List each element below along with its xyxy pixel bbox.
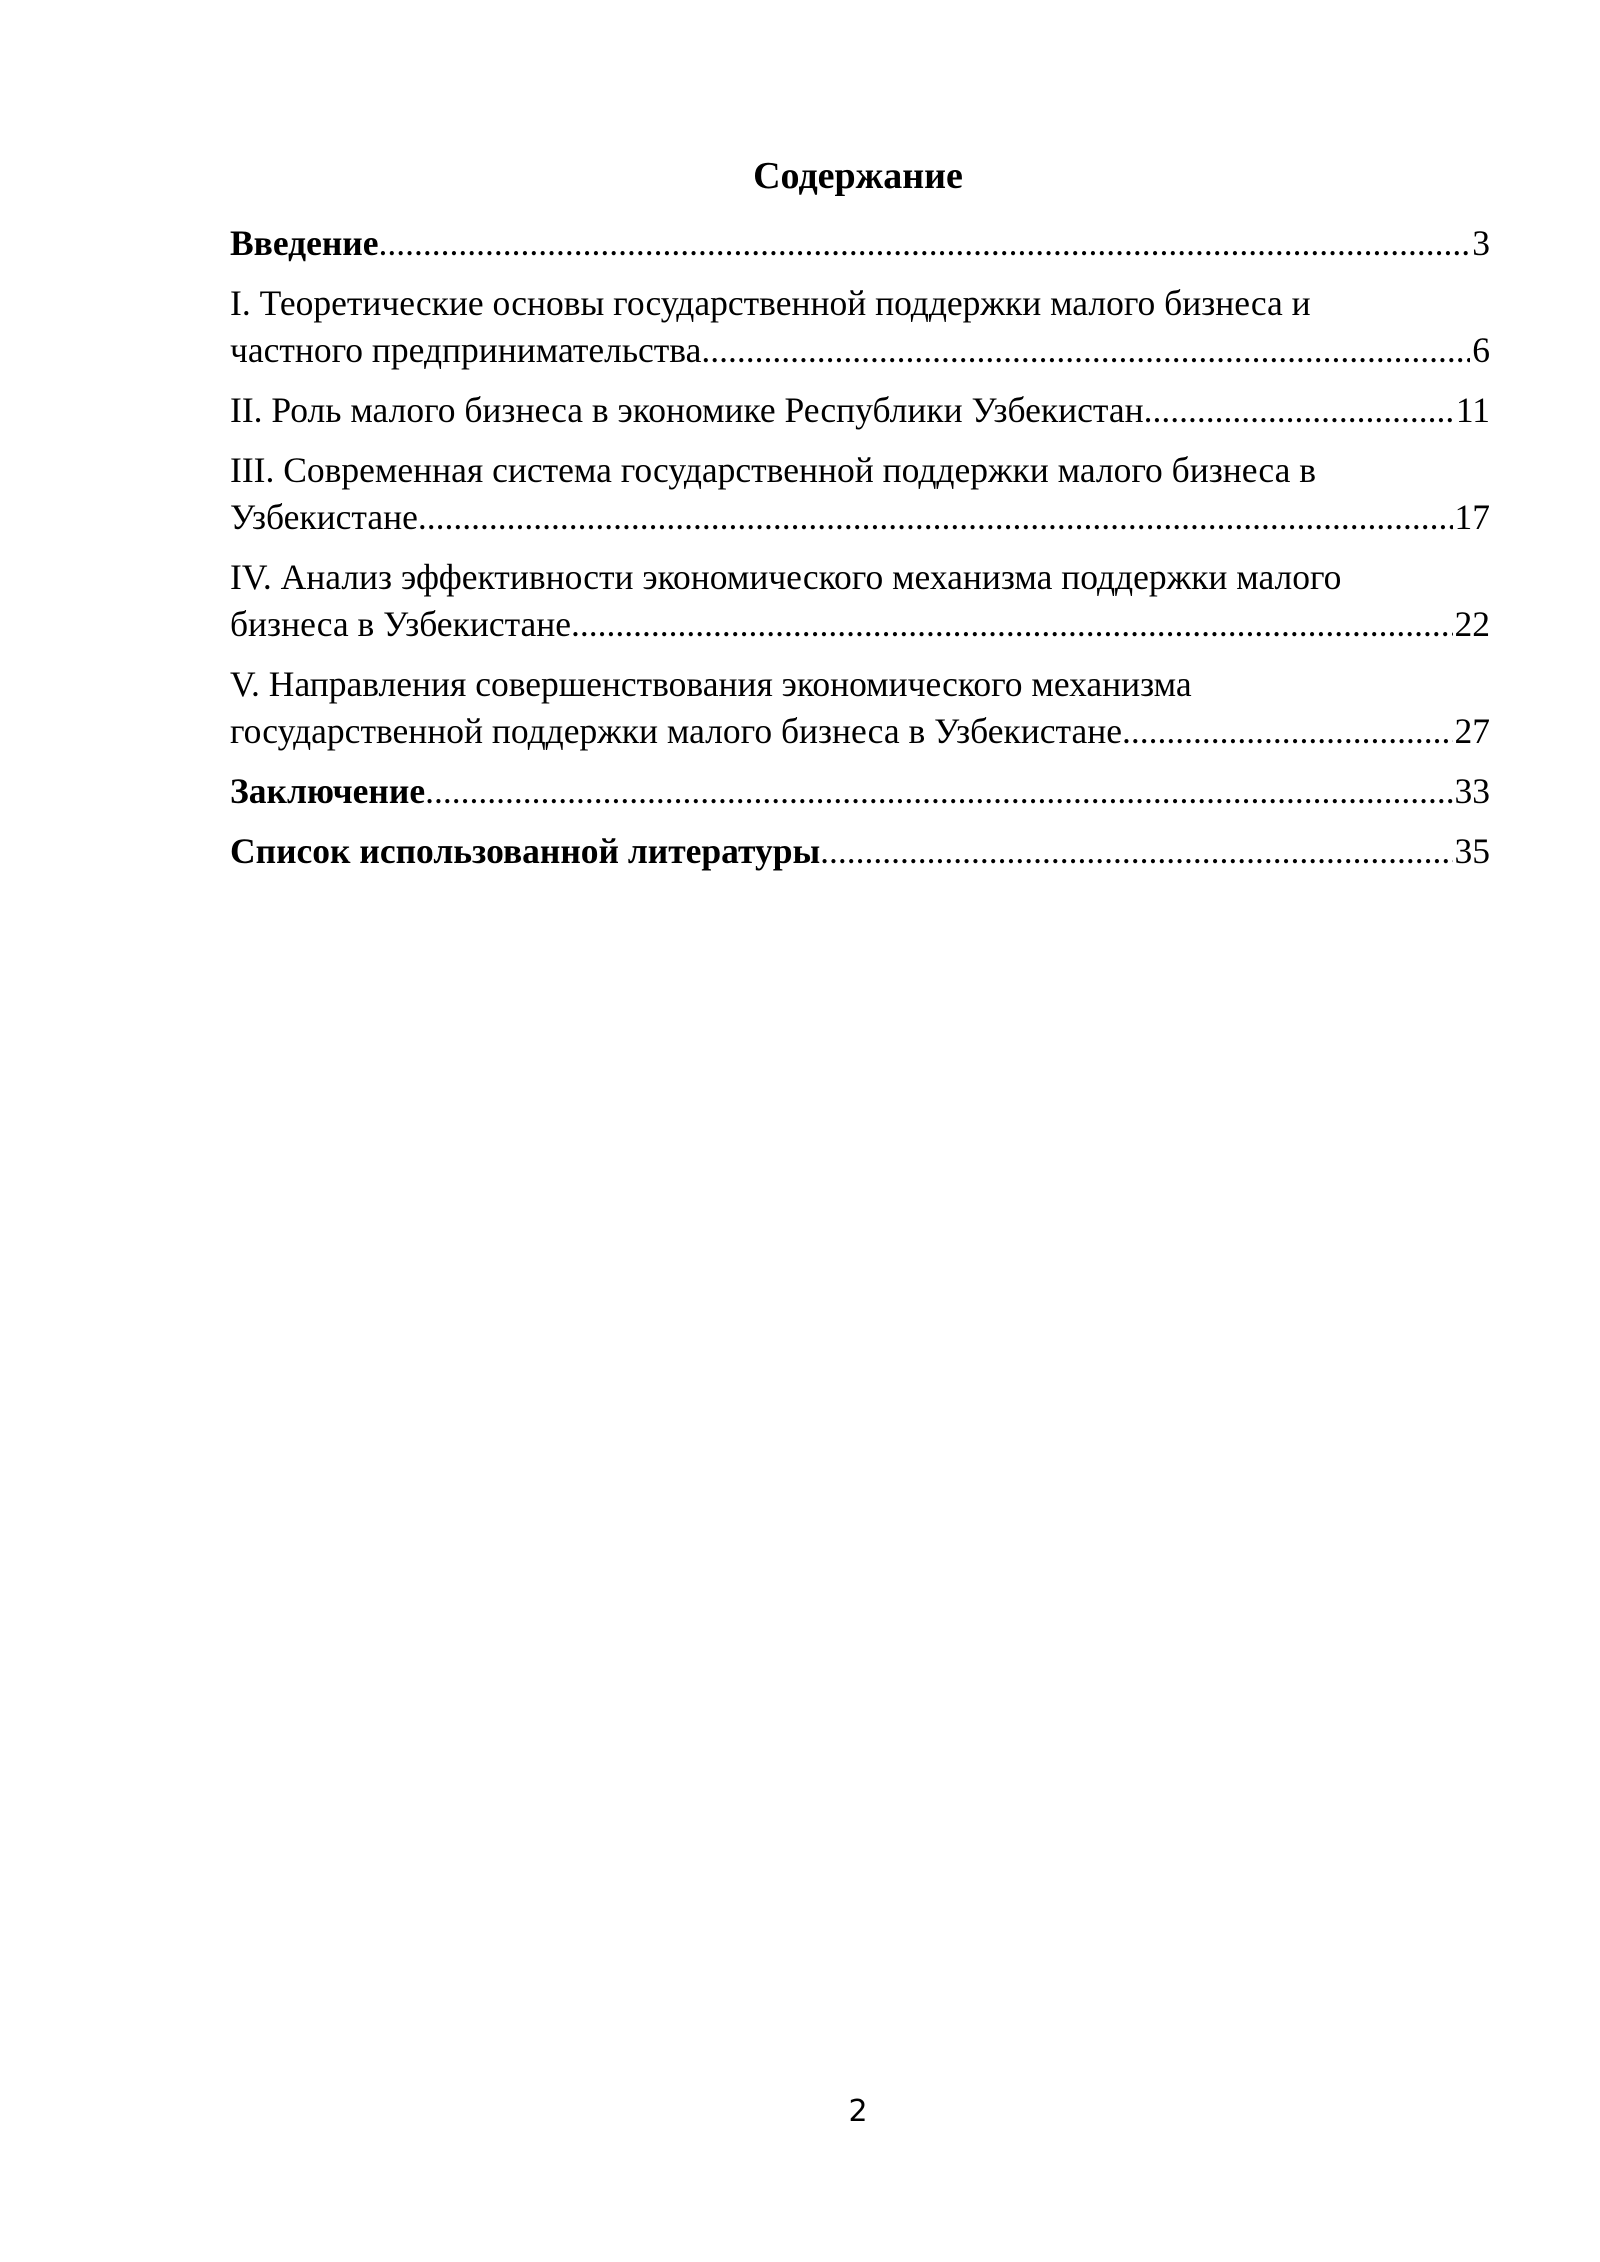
table-of-contents — [230, 220, 1490, 888]
toc-entry-label: бизнеса в Узбекистане — [230, 604, 572, 644]
dot-leader — [425, 768, 1452, 815]
toc-entry-line — [230, 708, 1490, 755]
toc-entry-label: Заключение — [230, 771, 426, 811]
toc-entry-line — [230, 327, 1490, 374]
dot-leader — [418, 494, 1453, 541]
toc-entry-first-line: V. Направления совершенствования экономического механизма — [230, 664, 1192, 704]
toc-entry-label: Введение — [230, 223, 379, 263]
toc-entry-line — [230, 828, 1490, 875]
toc-entry-page: 11 — [1455, 390, 1490, 430]
toc-entry-label: Узбекистане — [230, 497, 418, 537]
toc-entry-first-line: I. Теоретические основы государственной поддержки малого бизнеса и — [230, 283, 1311, 323]
toc-entry-page: 33 — [1454, 771, 1490, 811]
toc-entry-chapter-4 — [230, 554, 1490, 648]
toc-entry-chapter-5 — [230, 661, 1490, 755]
dot-leader — [379, 220, 1471, 267]
toc-entry-page: 22 — [1454, 604, 1490, 644]
toc-entry-line — [230, 387, 1490, 434]
toc-entry-first-line: III. Современная система государственной поддержки малого бизнеса в — [230, 450, 1316, 490]
page-number: 2 — [848, 2094, 868, 2129]
toc-title: Содержание — [753, 155, 963, 197]
toc-entry-label: II. Роль малого бизнеса в экономике Республики Узбекистан — [230, 390, 1144, 430]
toc-entry-introduction — [230, 220, 1490, 267]
toc-entry-page: 35 — [1454, 831, 1490, 871]
toc-entry-line — [230, 768, 1490, 815]
toc-entry-conclusion — [230, 768, 1490, 815]
dot-leader — [820, 828, 1452, 875]
toc-entry-references — [230, 828, 1490, 875]
dot-leader — [1144, 387, 1454, 434]
dot-leader — [710, 327, 1470, 374]
toc-entry-chapter-1 — [230, 280, 1490, 374]
toc-entry-page: 17 — [1454, 497, 1490, 537]
toc-entry-chapter-3 — [230, 447, 1490, 541]
toc-entry-chapter-2 — [230, 387, 1490, 434]
toc-entry-page: 27 — [1454, 711, 1490, 751]
toc-entry-line — [230, 220, 1490, 267]
toc-entry-label: частного предпринимательства. — [230, 330, 711, 370]
toc-entry-first-line: IV. Анализ эффективности экономического механизма поддержки малого — [230, 557, 1342, 597]
dot-leader — [1122, 708, 1453, 755]
toc-entry-line — [230, 494, 1490, 541]
dot-leader — [571, 601, 1452, 648]
toc-entry-line — [230, 601, 1490, 648]
toc-entry-page: 6 — [1472, 330, 1490, 370]
toc-entry-page: 3 — [1472, 223, 1490, 263]
toc-entry-label: Список использованной литературы — [230, 831, 821, 871]
toc-entry-label: государственной поддержки малого бизнеса в Узбекистане — [230, 711, 1122, 751]
